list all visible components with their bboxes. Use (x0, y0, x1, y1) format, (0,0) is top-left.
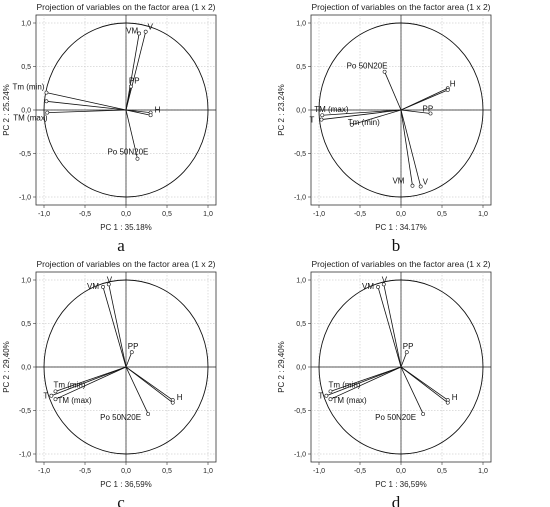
y-tick-label: -1,0 (293, 451, 306, 459)
x-tick-label: -0,5 (353, 211, 367, 218)
y-tick-label: -1,0 (18, 451, 31, 459)
loading-vector (126, 367, 148, 414)
panel-b (277, 2, 491, 255)
chart-title: Projection of variables on the factor area (1 x 2) (36, 2, 216, 12)
loading-vector (401, 367, 448, 403)
x-tick-label: 0,5 (437, 468, 447, 475)
y-tick-label: 0,5 (21, 321, 31, 328)
x-tick-label: 0,0 (396, 468, 406, 475)
loading-vector (126, 352, 132, 367)
loading-point (171, 401, 174, 404)
y-tick-label: 1,0 (296, 277, 306, 285)
vector-label: V (381, 275, 388, 285)
x-tick-label: 1,0 (203, 468, 213, 475)
loading-point (136, 157, 139, 160)
x-axis-label: PC 1 : 35.18% (100, 223, 152, 232)
y-tick-label: -1,0 (293, 194, 306, 202)
vector-label: Po 50N20E (100, 412, 142, 422)
loading-point (411, 184, 414, 187)
vector-label: V (422, 177, 429, 187)
loading-vector (109, 284, 126, 367)
loading-vector (401, 367, 423, 414)
loading-vector (103, 287, 126, 367)
loading-vector (47, 110, 126, 113)
y-tick-label: 1,0 (21, 20, 31, 28)
vector-label: Tm (min) (53, 380, 86, 390)
vector-label: T (309, 115, 315, 125)
loading-vector (46, 101, 126, 110)
y-axis-label: PC 2 : 29,40% (277, 341, 286, 393)
vector-label: T (318, 391, 324, 401)
loading-vector (126, 367, 173, 403)
loading-point (50, 394, 53, 397)
y-tick-label: 0,0 (296, 364, 306, 372)
loading-vector (46, 93, 126, 110)
x-tick-label: 0,5 (162, 468, 172, 475)
loading-point (54, 390, 57, 393)
x-axis-label: PC 1 : 34.17% (375, 223, 427, 232)
vector-label: Po 50N20E (107, 147, 149, 157)
x-axis-label: PC 1 : 36,59% (100, 480, 152, 489)
x-tick-label: 0,0 (396, 211, 406, 218)
y-tick-label: -0,5 (293, 408, 306, 415)
vector-label: Po 50N20E (346, 61, 388, 71)
x-tick-label: -1,0 (37, 468, 51, 475)
vector-label: PP (402, 342, 414, 352)
vector-label: VM (392, 176, 405, 186)
x-tick-label: -1,0 (37, 211, 51, 218)
panel-a (2, 2, 216, 255)
y-tick-label: -0,5 (18, 408, 31, 415)
x-tick-label: 1,0 (203, 211, 213, 218)
vector-label: V (147, 22, 154, 32)
panel-letter: c (117, 493, 125, 507)
loading-point (325, 394, 328, 397)
loading-point (45, 91, 48, 94)
vector-label: TM (max) (314, 105, 349, 115)
loading-vector (378, 287, 401, 367)
loading-point (422, 412, 425, 415)
y-axis-label: PC 2 : 23.24% (277, 84, 286, 136)
y-axis-label: PC 2 : 29,40% (2, 341, 11, 393)
chart-title: Projection of variables on the factor area (1 x 2) (311, 2, 491, 12)
vector-label: H (154, 105, 161, 115)
vector-label: V (106, 275, 113, 285)
x-tick-label: -0,5 (78, 468, 92, 475)
x-tick-label: -0,5 (353, 468, 367, 475)
chart-title: Projection of variables on the factor area (1 x 2) (311, 259, 491, 269)
vector-label: Tm (min) (12, 82, 45, 92)
y-tick-label: 0,0 (21, 107, 31, 115)
vector-label: VM (87, 281, 100, 291)
chart-title: Projection of variables on the factor area (1 x 2) (36, 259, 216, 269)
vector-label: TM (max) (57, 396, 92, 406)
loading-vector (126, 32, 146, 110)
vector-label: PP (422, 104, 434, 114)
vector-label: T (43, 391, 49, 401)
y-tick-label: 1,0 (296, 20, 306, 28)
loading-point (147, 412, 150, 415)
loading-point (320, 118, 323, 121)
x-tick-label: 0,0 (121, 211, 131, 218)
vector-label: Tm (min) (347, 117, 380, 127)
vector-label: VM (126, 26, 139, 36)
x-tick-label: -0,5 (78, 211, 92, 218)
panel-d (277, 259, 491, 507)
vector-label: PP (128, 76, 140, 86)
panel-c (2, 259, 216, 507)
loading-point (329, 390, 332, 393)
vector-label: H (451, 393, 458, 403)
panel-letter: b (391, 236, 401, 255)
panel-letter: d (391, 493, 401, 507)
x-tick-label: -1,0 (312, 211, 326, 218)
loading-point (446, 401, 449, 404)
vector-label: Tm (min) (328, 380, 361, 390)
x-tick-label: 0,5 (437, 211, 447, 218)
loading-point (101, 285, 104, 288)
x-tick-label: 1,0 (478, 468, 488, 475)
y-axis-label: PC 2 : 25.24% (2, 84, 11, 136)
y-tick-label: -1,0 (18, 194, 31, 202)
vector-label: TM (max) (13, 113, 48, 123)
vector-label: H (449, 79, 456, 89)
loading-point (149, 114, 152, 117)
x-tick-label: 1,0 (478, 211, 488, 218)
y-tick-label: 0,5 (296, 64, 306, 71)
y-tick-label: -0,5 (18, 151, 31, 158)
x-tick-label: 0,5 (162, 211, 172, 218)
loading-point (45, 100, 48, 103)
loading-vector (385, 72, 401, 110)
loading-vector (126, 33, 139, 110)
loading-vector (126, 87, 131, 110)
vector-label: PP (127, 342, 139, 352)
vector-label: VM (362, 281, 375, 291)
y-tick-label: 0,0 (21, 364, 31, 372)
y-tick-label: 0,0 (296, 107, 306, 115)
panel-letter: a (117, 236, 125, 255)
x-tick-label: -1,0 (312, 468, 326, 475)
vector-label: H (176, 393, 183, 403)
x-tick-label: 0,0 (121, 468, 131, 475)
y-tick-label: -0,5 (293, 151, 306, 158)
vector-label: TM (max) (332, 396, 367, 406)
loading-point (376, 285, 379, 288)
y-tick-label: 0,5 (296, 321, 306, 328)
loading-point (446, 88, 449, 91)
loading-vector (401, 352, 407, 367)
y-tick-label: 1,0 (21, 277, 31, 285)
y-tick-label: 0,5 (21, 64, 31, 71)
loading-vector (384, 284, 401, 367)
x-axis-label: PC 1 : 36,59% (375, 480, 427, 489)
vector-label: Po 50N20E (375, 412, 417, 422)
